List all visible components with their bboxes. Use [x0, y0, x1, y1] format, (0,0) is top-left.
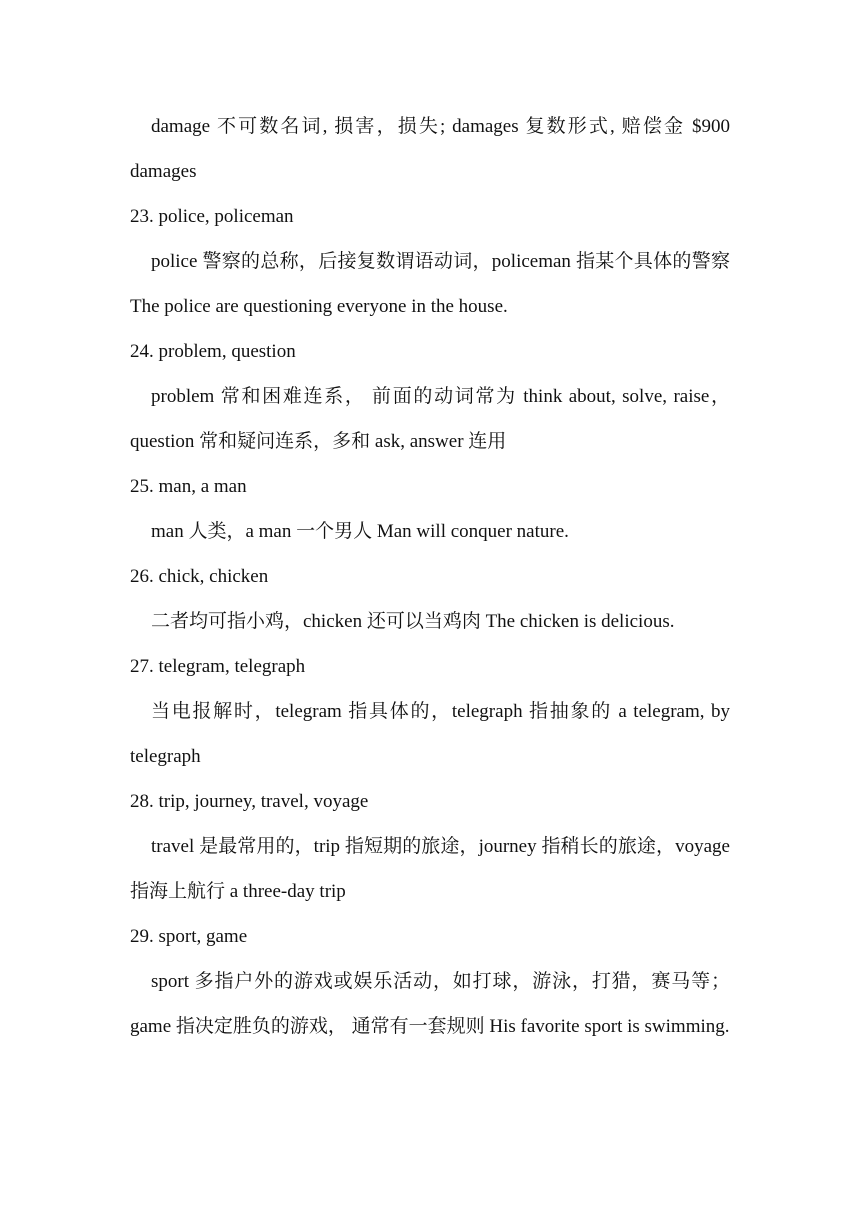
entry-24-explanation: problem 常和困难连系， 前面的动词常为 think about, solve, raise，question 常和疑问连系，多和 ask, answer 连用: [130, 386, 730, 452]
entry-22-explanation: damage 不可数名词, 损害，损失; damages 复数形式, 赔偿金 $900 damages: [130, 116, 730, 182]
entry-26-explanation: 二者均可指小鸡，chicken 还可以当鸡肉 The chicken is delicious.: [151, 611, 675, 632]
entry-27-heading: 27. telegram, telegraph: [130, 656, 306, 677]
entry-28-heading: 28. trip, journey, travel, voyage: [130, 791, 369, 812]
entry-23-heading: 23. police, policeman: [130, 206, 294, 227]
entry-26-heading: 26. chick, chicken: [130, 566, 269, 587]
entry-25-explanation: man 人类，a man 一个男人 Man will conquer nature.: [151, 521, 569, 542]
entry-29-explanation: sport 多指户外的游戏或娱乐活动，如打球，游泳，打猎，赛马等；game 指决定胜负的游戏， 通常有一套规则 His favorite sport is swimming.: [130, 971, 730, 1037]
entry-27-explanation: 当电报解时，telegram 指具体的，telegraph 指抽象的 a telegram, by telegraph: [130, 701, 730, 767]
document-body: [130, 104, 730, 1049]
entry-29-heading: 29. sport, game: [130, 926, 248, 947]
entry-24-heading: 24. problem, question: [130, 341, 296, 362]
entry-25-heading: 25. man, a man: [130, 476, 247, 497]
entry-23-explanation: police 警察的总称，后接复数谓语动词，policeman 指某个具体的警察 The police are questioning everyone in the house.: [130, 251, 730, 317]
entry-28-explanation: travel 是最常用的，trip 指短期的旅途，journey 指稍长的旅途，voyage 指海上航行 a three-day trip: [130, 836, 730, 902]
